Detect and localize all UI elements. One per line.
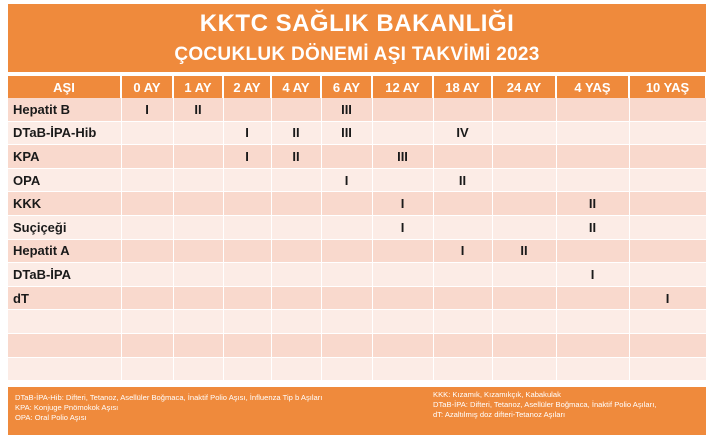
column-header-age: 1 AY	[173, 76, 223, 98]
dose-cell	[173, 192, 223, 216]
dose-cell	[372, 239, 433, 263]
dose-cell: III	[321, 121, 372, 145]
dose-cell	[223, 357, 271, 381]
dose-cell: IV	[433, 121, 492, 145]
dose-cell	[271, 333, 321, 357]
column-header-age: 4 YAŞ	[556, 76, 629, 98]
dose-cell	[121, 310, 173, 334]
dose-cell	[321, 215, 372, 239]
dose-cell	[223, 333, 271, 357]
table-row	[8, 121, 706, 145]
table-row	[8, 98, 706, 121]
dose-cell	[271, 286, 321, 310]
dose-cell	[173, 286, 223, 310]
table-row	[8, 145, 706, 169]
dose-cell	[223, 192, 271, 216]
dose-cell	[556, 310, 629, 334]
dose-cell: II	[271, 121, 321, 145]
dose-cell	[121, 239, 173, 263]
column-header-age: 12 AY	[372, 76, 433, 98]
dose-cell	[433, 286, 492, 310]
dose-cell	[433, 310, 492, 334]
dose-cell: III	[372, 145, 433, 169]
dose-cell	[433, 145, 492, 169]
dose-cell	[173, 357, 223, 381]
dose-cell	[271, 310, 321, 334]
dose-cell	[321, 286, 372, 310]
dose-cell	[492, 145, 556, 169]
dose-cell	[433, 215, 492, 239]
dose-cell: II	[556, 215, 629, 239]
dose-cell	[629, 98, 706, 121]
dose-cell	[629, 239, 706, 263]
dose-cell	[629, 263, 706, 287]
table-row	[8, 192, 706, 216]
dose-cell	[433, 263, 492, 287]
vaccine-name-cell: KKK	[8, 192, 121, 216]
dose-cell	[556, 98, 629, 121]
dose-cell	[492, 121, 556, 145]
dose-cell	[629, 357, 706, 381]
schedule-table	[8, 76, 707, 381]
column-header-age: 4 AY	[271, 76, 321, 98]
dose-cell	[173, 215, 223, 239]
vaccine-name-cell	[8, 333, 121, 357]
column-header-age: 2 AY	[223, 76, 271, 98]
dose-cell	[321, 145, 372, 169]
vaccine-name-cell: DTaB-İPA	[8, 263, 121, 287]
dose-cell	[556, 145, 629, 169]
table-row	[8, 357, 706, 381]
footnote-line: dT: Azaltılmış doz difteri-Tetanoz Aşıları	[433, 410, 566, 419]
vaccine-schedule-poster	[8, 4, 706, 435]
table-row	[8, 239, 706, 263]
dose-cell	[433, 333, 492, 357]
dose-cell	[321, 239, 372, 263]
dose-cell	[223, 286, 271, 310]
dose-cell	[492, 333, 556, 357]
dose-cell	[492, 98, 556, 121]
table-header-row	[8, 76, 706, 98]
dose-cell	[173, 145, 223, 169]
dose-cell	[433, 98, 492, 121]
dose-cell	[372, 357, 433, 381]
dose-cell	[271, 98, 321, 121]
dose-cell	[321, 310, 372, 334]
dose-cell	[121, 333, 173, 357]
dose-cell	[173, 239, 223, 263]
dose-cell	[223, 263, 271, 287]
column-header-age: 0 AY	[121, 76, 173, 98]
dose-cell	[121, 215, 173, 239]
vaccine-name-cell: Hepatit A	[8, 239, 121, 263]
dose-cell: I	[121, 98, 173, 121]
dose-cell	[629, 168, 706, 192]
dose-cell	[121, 286, 173, 310]
dose-cell: II	[433, 168, 492, 192]
table-body	[8, 98, 706, 381]
vaccine-name-cell: DTaB-İPA-Hib	[8, 121, 121, 145]
table-row	[8, 215, 706, 239]
title-band	[8, 4, 706, 72]
dose-cell: II	[173, 98, 223, 121]
footnotes-left	[15, 393, 425, 423]
dose-cell	[556, 168, 629, 192]
dose-cell	[372, 263, 433, 287]
dose-cell	[492, 357, 556, 381]
dose-cell	[372, 310, 433, 334]
dose-cell: II	[556, 192, 629, 216]
dose-cell	[492, 168, 556, 192]
table-row	[8, 286, 706, 310]
dose-cell: I	[556, 263, 629, 287]
dose-cell: I	[433, 239, 492, 263]
dose-cell	[433, 357, 492, 381]
dose-cell	[556, 286, 629, 310]
dose-cell	[121, 168, 173, 192]
dose-cell	[629, 121, 706, 145]
vaccine-name-cell: KPA	[8, 145, 121, 169]
dose-cell: II	[271, 145, 321, 169]
dose-cell	[173, 310, 223, 334]
dose-cell	[321, 192, 372, 216]
column-header-age: 24 AY	[492, 76, 556, 98]
vaccine-name-cell: Hepatit B	[8, 98, 121, 121]
page-title: KKTC SAĞLIK BAKANLIĞI	[199, 10, 515, 37]
dose-cell	[556, 357, 629, 381]
dose-cell	[223, 98, 271, 121]
dose-cell: I	[223, 121, 271, 145]
dose-cell	[121, 357, 173, 381]
dose-cell	[492, 310, 556, 334]
dose-cell: I	[629, 286, 706, 310]
dose-cell	[433, 192, 492, 216]
dose-cell: II	[492, 239, 556, 263]
dose-cell: I	[321, 168, 372, 192]
table-row	[8, 263, 706, 287]
dose-cell	[629, 192, 706, 216]
dose-cell	[223, 215, 271, 239]
dose-cell	[372, 286, 433, 310]
footnote-line: DTaB-İPA: Difteri, Tetanoz, Asellüler Boğmaca, İnaktif Polio Aşıları,	[433, 400, 657, 409]
dose-cell	[321, 263, 372, 287]
footnote-line: DTaB-İPA-Hib: Difteri, Tetanoz, Asellüler Boğmaca, İnaktif Polio Aşısı, İnfluenza Tip b Aşıları	[15, 393, 323, 402]
dose-cell	[271, 215, 321, 239]
footnote-line: OPA: Oral Polio Aşısı	[15, 413, 87, 422]
dose-cell	[223, 239, 271, 263]
dose-cell	[492, 286, 556, 310]
dose-cell	[372, 121, 433, 145]
dose-cell: III	[321, 98, 372, 121]
table-row	[8, 168, 706, 192]
dose-cell	[321, 357, 372, 381]
dose-cell	[321, 333, 372, 357]
dose-cell	[629, 310, 706, 334]
dose-cell	[223, 310, 271, 334]
footnote-line: KPA: Konjuge Pnömokok Aşısı	[15, 403, 119, 412]
footnotes	[8, 387, 706, 435]
dose-cell	[629, 333, 706, 357]
dose-cell	[173, 121, 223, 145]
dose-cell: I	[372, 192, 433, 216]
dose-cell	[271, 168, 321, 192]
vaccine-name-cell	[8, 310, 121, 334]
dose-cell	[372, 98, 433, 121]
column-header-age: 6 AY	[321, 76, 372, 98]
column-header-vaccine: AŞI	[8, 76, 121, 98]
dose-cell	[271, 192, 321, 216]
table-row	[8, 310, 706, 334]
footnotes-right	[433, 390, 698, 420]
dose-cell	[372, 333, 433, 357]
dose-cell	[121, 121, 173, 145]
dose-cell	[492, 215, 556, 239]
column-header-age: 10 YAŞ	[629, 76, 706, 98]
vaccine-name-cell: OPA	[8, 168, 121, 192]
dose-cell	[271, 239, 321, 263]
dose-cell	[121, 145, 173, 169]
dose-cell	[173, 168, 223, 192]
column-header-age: 18 AY	[433, 76, 492, 98]
page-subtitle: ÇOCUKLUK DÖNEMİ AŞI TAKVİMİ 2023	[174, 44, 540, 65]
vaccine-name-cell	[8, 357, 121, 381]
dose-cell	[372, 168, 433, 192]
dose-cell	[492, 263, 556, 287]
dose-cell	[271, 263, 321, 287]
dose-cell	[121, 192, 173, 216]
vaccine-name-cell: dT	[8, 286, 121, 310]
dose-cell	[492, 192, 556, 216]
dose-cell	[173, 333, 223, 357]
dose-cell	[629, 215, 706, 239]
dose-cell	[173, 263, 223, 287]
vaccine-name-cell: Suçiçeği	[8, 215, 121, 239]
dose-cell: I	[223, 145, 271, 169]
footnote-line: KKK: Kızamık, Kızamıkçık, Kabakulak	[433, 390, 561, 399]
dose-cell	[556, 333, 629, 357]
table-row	[8, 333, 706, 357]
dose-cell: I	[372, 215, 433, 239]
dose-cell	[271, 357, 321, 381]
dose-cell	[556, 239, 629, 263]
dose-cell	[121, 263, 173, 287]
dose-cell	[556, 121, 629, 145]
dose-cell	[629, 145, 706, 169]
dose-cell	[223, 168, 271, 192]
